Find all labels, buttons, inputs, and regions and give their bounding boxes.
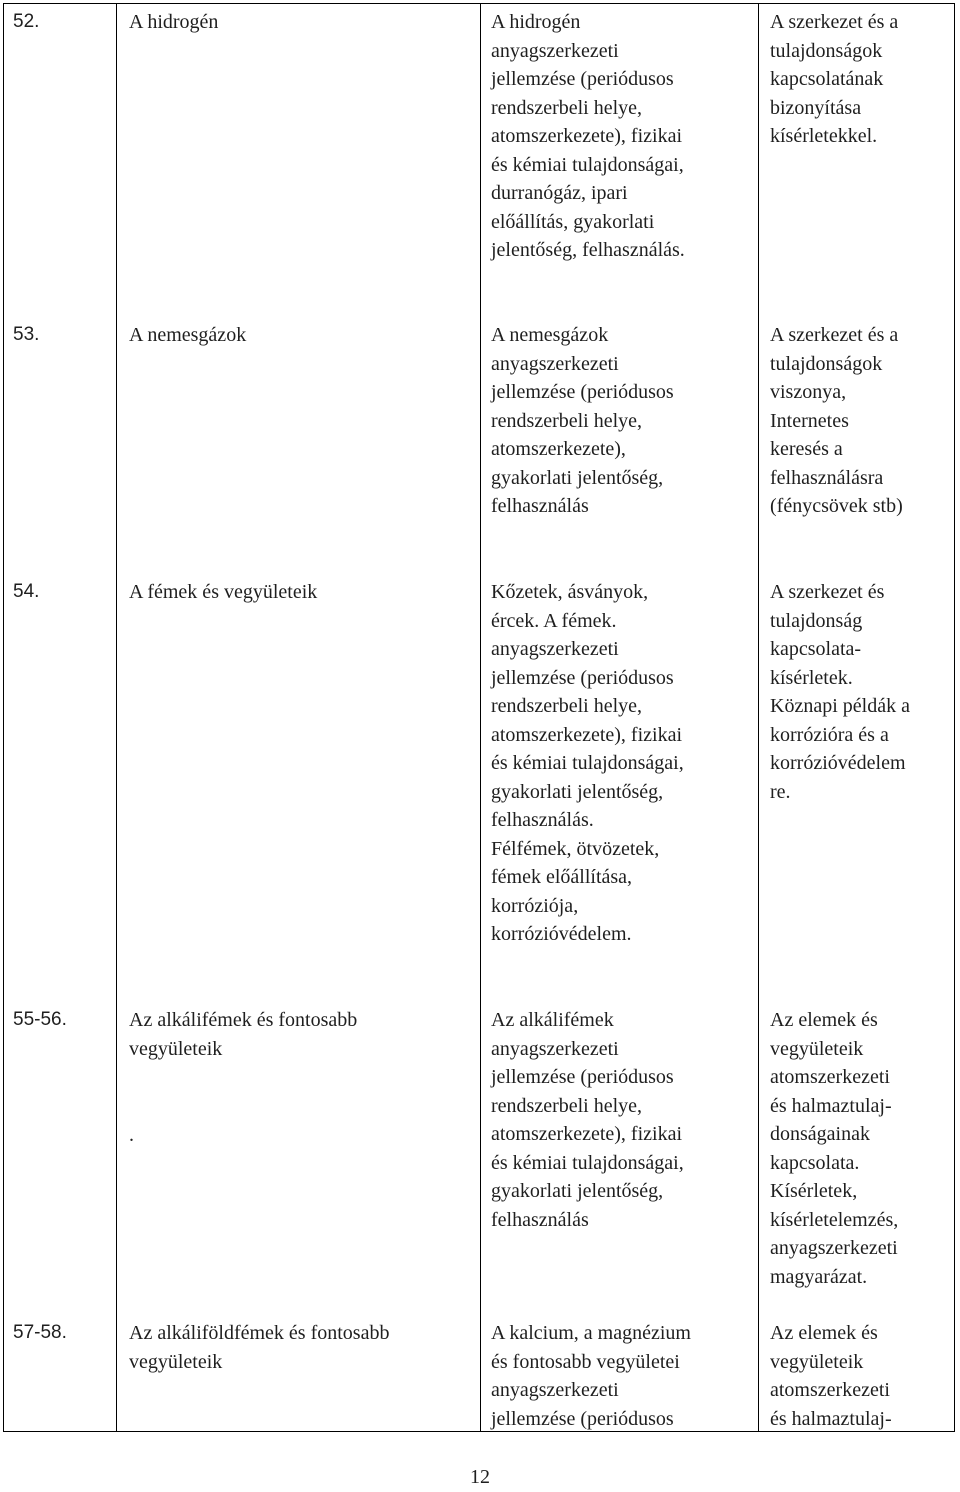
topic-cell: A fémek és vegyületeik (129, 581, 318, 603)
curriculum-table (3, 3, 955, 1432)
topic-cell: A hidrogén (129, 11, 219, 33)
requirement-cell: A szerkezet és tulajdonság kapcsolata- kísérletek. Köznapi példák a korrózióra és a korrózióvédelem re. (770, 581, 910, 803)
content-cell: A hidrogén anyagszerkezeti jellemzése (periódusos rendszerbeli helye, atomszerkezete), fizikai és kémiai tulajdonságai, durranógáz, ipari előállítás, gyakorlati jelentőség, felhasználás. (491, 11, 685, 261)
requirement-cell: Az elemek és vegyületeik atomszerkezeti és halmaztulaj- (770, 1322, 892, 1430)
lesson-number: 54. (13, 581, 40, 602)
page-number: 12 (470, 1466, 490, 1488)
content-cell: Az alkálifémek anyagszerkezeti jellemzése (periódusos rendszerbeli helye, atomszerkezete), fizikai és kémiai tulajdonságai, gyakorlati jelentőség, felhasználás (491, 1009, 684, 1231)
topic-cell: Az alkáliföldfémek és fontosabb vegyületeik (129, 1322, 390, 1373)
requirement-cell: Az elemek és vegyületeik atomszerkezeti és halmaztulaj- donságainak kapcsolata. Kísérletek, kísérletelemzés, anyagszerkezeti magyarázat. (770, 1009, 899, 1288)
lesson-number: 55-56. (13, 1009, 67, 1030)
requirement-cell: A szerkezet és a tulajdonságok kapcsolatának bizonyítása kísérletekkel. (770, 11, 899, 147)
content-cell: A kalcium, a magnézium és fontosabb vegyületei anyagszerkezeti jellemzése (periódusos (491, 1322, 691, 1430)
content-cell: Kőzetek, ásványok, ércek. A fémek. anyagszerkezeti jellemzése (periódusos rendszerbeli helye, atomszerkezete), fizikai és kémiai tulajdonságai, gyakorlati jelentőség, felhasználás. Félfémek, ötvözetek, fémek előállítása, korróziója, korrózióvédelem. (491, 581, 684, 945)
column-divider (758, 4, 759, 1431)
content-cell: A nemesgázok anyagszerkezeti jellemzése (periódusos rendszerbeli helye, atomszerkezete), gyakorlati jelentőség, felhasználás (491, 324, 674, 517)
topic-extra-mark: . (129, 1124, 134, 1146)
topic-cell: Az alkálifémek és fontosabb vegyületeik (129, 1009, 358, 1060)
topic-cell: A nemesgázok (129, 324, 247, 346)
requirement-cell: A szerkezet és a tulajdonságok viszonya, Internetes keresés a felhasználásra (fénycsövek stb) (770, 324, 903, 517)
column-divider (480, 4, 481, 1431)
lesson-number: 52. (13, 11, 40, 32)
lesson-number: 53. (13, 324, 40, 345)
column-divider (116, 4, 117, 1431)
lesson-number: 57-58. (13, 1322, 67, 1343)
